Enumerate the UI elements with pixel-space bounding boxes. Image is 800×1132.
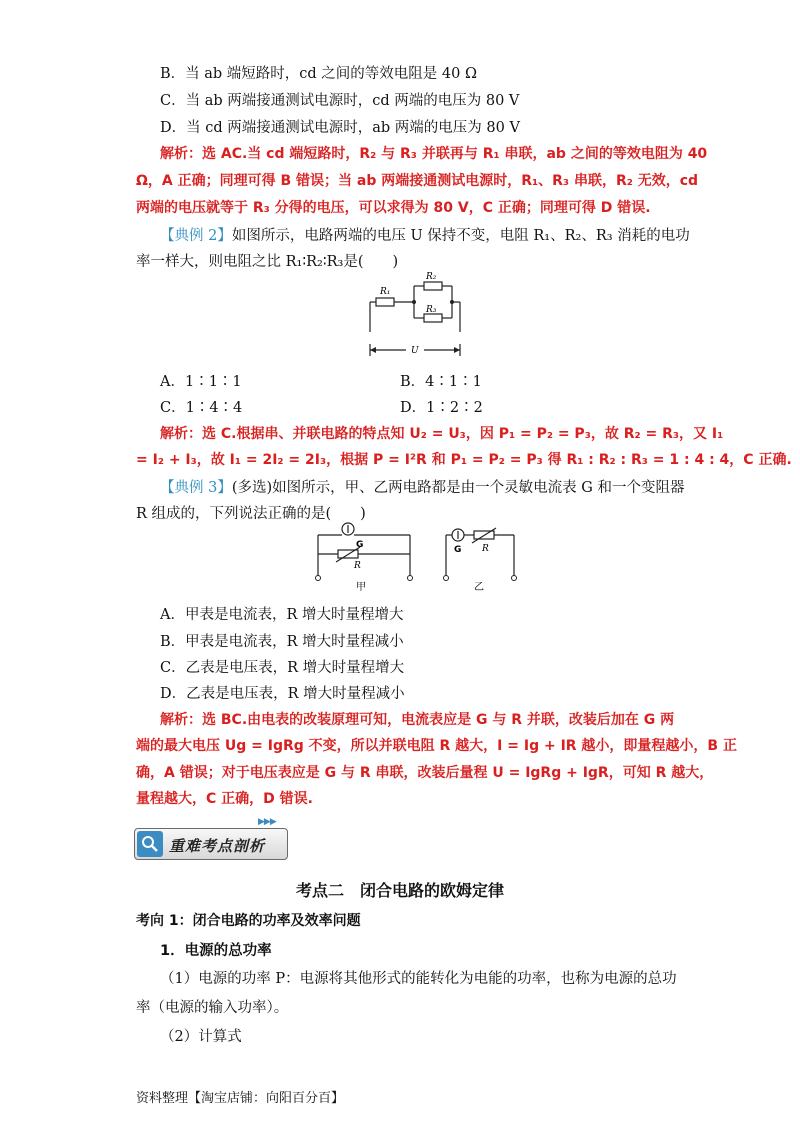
example2-option-d: D．1∶2∶2 — [400, 400, 483, 416]
example2-tag: 【典例 2】 — [160, 228, 232, 244]
circuit-figure-jia — [310, 520, 420, 594]
label-g-jia: G — [356, 540, 364, 550]
example3-option-b: B．甲表是电流表，R 增大时量程减小 — [160, 634, 404, 650]
search-icon — [137, 831, 163, 857]
banner-arrows: ▶▶▶ — [258, 817, 276, 827]
label-r2: R₂ — [426, 272, 437, 282]
label-u: U — [411, 346, 419, 356]
section-title: 考点二 闭合电路的欧姆定律 — [295, 881, 504, 900]
analysis1-line1: 解析：选 AC.当 cd 端短路时，R₂ 与 R₃ 并联再与 R₁ 串联，ab 之间的等效电阻为 40 — [160, 146, 708, 162]
analysis1-line3: 两端的电压就等于 R₃ 分得的电压，可以求得为 80 V，C 正确；同理可得 D 错误. — [136, 200, 651, 216]
example2-line1 — [160, 224, 690, 245]
label-yi: 乙 — [474, 582, 484, 593]
label-r3: R₃ — [426, 305, 437, 315]
option-c-text: C．当 ab 两端接通测试电源时，cd 两端的电压为 80 V — [160, 93, 520, 109]
example2-option-b: B．4∶1∶1 — [400, 374, 482, 390]
footer-text: 资料整理【淘宝店铺：向阳百分百】 — [136, 1091, 345, 1106]
analysis3-line4: 量程越大，C 正确，D 错误. — [136, 791, 313, 807]
heading-total-power: 1．电源的总功率 — [160, 943, 272, 959]
circuit-figure-2 — [362, 270, 468, 362]
example3-line1 — [160, 476, 684, 497]
label-jia: 甲 — [356, 582, 366, 593]
example3-option-a: A．甲表是电流表，R 增大时量程增大 — [160, 607, 404, 623]
section-banner — [134, 828, 288, 860]
example3-line2: R 组成的，下列说法正确的是( ) — [136, 506, 366, 522]
analysis1-line2: Ω，A 正确；同理可得 B 错误；当 ab 两端接通测试电源时，R₁、R₃ 串联，R₂ 无效，cd — [136, 173, 699, 189]
example3-option-c: C．乙表是电压表，R 增大时量程增大 — [160, 660, 405, 676]
example2-option-c: C．1∶4∶4 — [160, 400, 243, 416]
para1-line1: （1）电源的功率 P：电源将其他形式的能转化为电能的功率，也称为电源的总功 — [160, 971, 677, 987]
circuit-figure-yi — [440, 520, 524, 594]
example2-text: 如图所示，电路两端的电压 U 保持不变，电阻 R₁、R₂、R₃ 消耗的电功 — [231, 228, 690, 244]
para2: （2）计算式 — [160, 1029, 242, 1045]
option-d-text: D．当 cd 两端接通测试电源时，ab 两端的电压为 80 V — [160, 120, 520, 136]
analysis2-line1: 解析：选 C.根据串、并联电路的特点知 U₂ = U₃，因 P₁ = P₂ = P₃，故 R₂ = R₃，又 I₁ — [160, 426, 724, 442]
example3-option-d: D．乙表是电压表，R 增大时量程减小 — [160, 686, 405, 702]
label-g-yi: G — [454, 545, 462, 555]
example2-option-a: A．1∶1∶1 — [160, 374, 242, 390]
label-r1: R₁ — [380, 287, 391, 297]
label-r-jia: R — [354, 561, 361, 571]
analysis3-line2: 端的最大电压 Ug = IgRg 不变，所以并联电阻 R 越大，I = Ig + IR 越小，即量程越小，B 正 — [136, 738, 737, 754]
subsection-title: 考向 1：闭合电路的功率及效率问题 — [136, 913, 361, 929]
example3-tag: 【典例 3】 — [160, 480, 232, 496]
option-b-text: B．当 ab 端短路时，cd 之间的等效电阻是 40 Ω — [160, 66, 478, 82]
analysis3-line1: 解析：选 BC.由电表的改装原理可知，电流表应是 G 与 R 并联，改装后加在 G 两 — [160, 712, 675, 728]
analysis3-line3: 确，A 错误；对于电压表应是 G 与 R 串联，改装后量程 U = IgRg + IgR，可知 R 越大， — [136, 765, 714, 781]
label-r-yi: R — [482, 544, 489, 554]
analysis2-line2: = I₂ + I₃，故 I₁ = 2I₂ = 2I₃，根据 P = I²R 和 P₁ = P₂ = P₃ 得 R₁ : R₂ : R₃ = 1 : 4 : 4，C 正确. — [136, 452, 792, 468]
banner-text: 重难考点剖析 — [169, 837, 266, 855]
example2-line2: 率一样大，则电阻之比 R₁∶R₂∶R₃是( ) — [136, 254, 399, 270]
example3-text: (多选)如图所示，甲、乙两电路都是由一个灵敏电流表 G 和一个变阻器 — [231, 480, 685, 496]
para1-line2: 率（电源的输入功率）。 — [136, 1000, 289, 1016]
